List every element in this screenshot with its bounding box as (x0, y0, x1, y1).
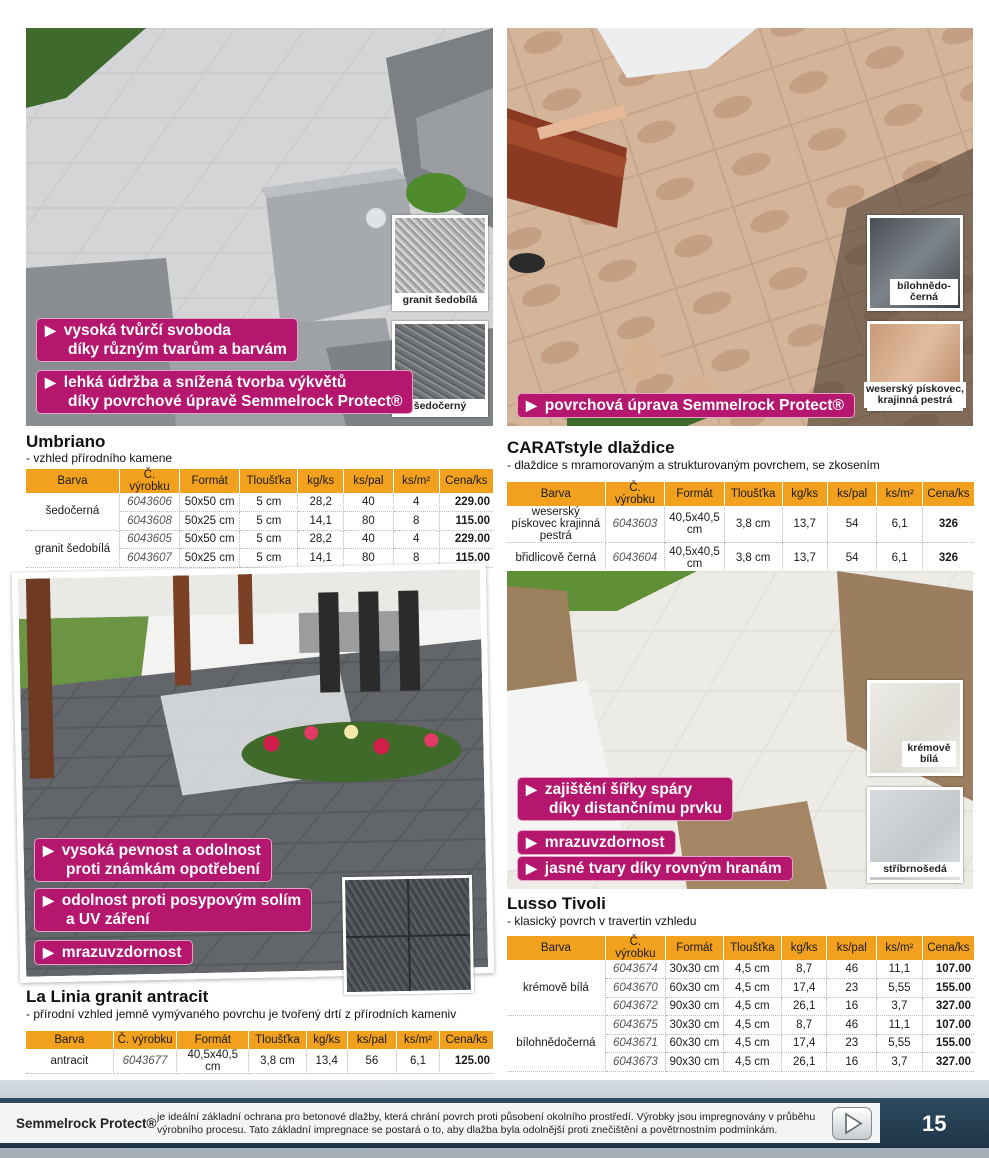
col-cislo: Č. výrobku (605, 482, 665, 506)
kspal-cell: 46 (827, 1016, 877, 1035)
product-code: 6043605 (119, 530, 179, 549)
lusso-title: Lusso Tivoli (507, 894, 606, 913)
bullet-text-line2: díky povrchové úpravě Semmelrock Protect® (68, 393, 403, 410)
linia-bullet-2 (34, 888, 312, 932)
format-cell: 90x30 cm (665, 1053, 723, 1072)
swatch-kremove-bila (867, 680, 963, 776)
table-row (26, 530, 493, 549)
carat-bullet (517, 393, 855, 418)
format-cell: 50x25 cm (180, 549, 240, 568)
kspal-cell: 54 (827, 543, 877, 574)
format-cell: 50x50 cm (180, 493, 240, 512)
lusso-bullet-3 (517, 856, 793, 881)
col-barva: Barva (26, 1031, 113, 1049)
kspal-cell: 56 (347, 1049, 396, 1074)
page-number: 15 (922, 1111, 947, 1136)
price-cell: 327.00 (922, 997, 974, 1016)
ksm2-cell: 3,7 (877, 997, 923, 1016)
swatch-granit-sedobila (392, 215, 488, 311)
kgks-cell: 26,1 (781, 997, 827, 1016)
price-cell: 125.00 (440, 1049, 493, 1074)
arrow-right-icon: ▶ (45, 322, 56, 338)
col-barva: Barva (26, 469, 119, 493)
color-cell: weserský pískovec krajinná pestrá (507, 506, 605, 543)
ksm2-cell: 5,55 (877, 1034, 923, 1053)
next-page-button[interactable] (832, 1107, 872, 1140)
kgks-cell: 26,1 (781, 1053, 827, 1072)
kspal-cell: 23 (827, 979, 877, 998)
bullet-text: odolnost proti posypovým solím (61, 892, 302, 909)
bullet-text: vysoká pevnost a odolnost (61, 842, 261, 859)
kgks-cell: 28,2 (298, 530, 344, 549)
thickness-cell: 3,8 cm (724, 543, 782, 574)
linia-bullet-3 (34, 940, 193, 965)
col-cena: Cena/ks (440, 1031, 493, 1049)
table-row (507, 1016, 974, 1035)
table-row (26, 493, 493, 512)
kspal-cell: 46 (827, 960, 877, 979)
arrow-right-icon: ▶ (526, 834, 537, 850)
thickness-cell: 4,5 cm (723, 997, 781, 1016)
col-format: Formát (180, 469, 240, 493)
col-cislo: Č. výrobku (113, 1031, 177, 1049)
price-cell: 115.00 (439, 512, 493, 531)
kspal-cell: 23 (827, 1034, 877, 1053)
format-cell: 50x50 cm (180, 530, 240, 549)
price-cell: 107.00 (922, 1016, 974, 1035)
price-cell: 326 (922, 543, 974, 574)
price-cell: 229.00 (439, 493, 493, 512)
col-kgks: kg/ks (306, 1031, 347, 1049)
ksm2-cell: 11,1 (877, 960, 923, 979)
arrow-right-icon: ▶ (43, 842, 54, 858)
product-code: 6043671 (605, 1034, 665, 1053)
product-code: 6043672 (605, 997, 665, 1016)
swatch-bilohnedo-cerna (867, 215, 963, 311)
kgks-cell: 17,4 (781, 979, 827, 998)
format-cell: 40,5x40,5 cm (177, 1049, 249, 1074)
format-cell: 90x30 cm (665, 997, 723, 1016)
col-kgks: kg/ks (782, 482, 827, 506)
lusso-bullet-1 (517, 777, 733, 821)
product-code: 6043673 (605, 1053, 665, 1072)
ksm2-cell: 6,1 (396, 1049, 439, 1074)
product-code: 6043608 (119, 512, 179, 531)
format-cell: 60x30 cm (665, 1034, 723, 1053)
col-cena: Cena/ks (922, 482, 974, 506)
thickness-cell: 5 cm (240, 493, 298, 512)
col-ksm2: ks/m² (877, 936, 923, 960)
ksm2-cell: 5,55 (877, 979, 923, 998)
price-cell: 326 (922, 506, 974, 543)
col-tloustka: Tloušťka (240, 469, 298, 493)
bullet-text-line2: proti známkám opotřebení (66, 861, 260, 878)
kgks-cell: 13,7 (782, 543, 827, 574)
color-cell: antracit (26, 1049, 113, 1074)
kspal-cell: 16 (827, 1053, 877, 1072)
col-kspal: ks/pal (827, 482, 877, 506)
linia-subtitle: - přírodní vzhled jemně vymývaného povrchu je tvořený drtí z přírodních kameniv (26, 1007, 457, 1021)
lusso-table (507, 936, 974, 1072)
col-kspal: ks/pal (827, 936, 877, 960)
swatch-stribrnoseda (867, 787, 963, 883)
kspal-cell: 40 (344, 530, 394, 549)
table-header-row (26, 469, 493, 493)
product-code: 6043607 (119, 549, 179, 568)
col-ksm2: ks/m² (396, 1031, 439, 1049)
col-cena: Cena/ks (439, 469, 493, 493)
kgks-cell: 28,2 (298, 493, 344, 512)
format-cell: 40,5x40,5 cm (665, 543, 724, 574)
price-cell: 155.00 (922, 1034, 974, 1053)
col-format: Formát (177, 1031, 249, 1049)
bullet-text: jasné tvary díky rovným hranám (544, 860, 782, 877)
ksm2-cell: 4 (393, 493, 439, 512)
bullet-text: mrazuvzdornost (544, 834, 665, 851)
kspal-cell: 80 (344, 549, 394, 568)
kspal-cell: 16 (827, 997, 877, 1016)
col-format: Formát (665, 482, 724, 506)
linia-bullet-1 (34, 838, 272, 882)
bullet-text: mrazuvzdornost (61, 944, 182, 961)
product-code: 6043604 (605, 543, 665, 574)
price-cell: 327.00 (922, 1053, 974, 1072)
umbriano-bullet-2 (36, 370, 413, 414)
umbriano-bullet-1 (36, 318, 298, 362)
price-cell: 155.00 (922, 979, 974, 998)
carat-table (507, 482, 974, 574)
price-cell: 107.00 (922, 960, 974, 979)
product-code: 6043670 (605, 979, 665, 998)
kgks-cell: 17,4 (781, 1034, 827, 1053)
col-ksm2: ks/m² (877, 482, 922, 506)
umbriano-title: Umbriano (26, 432, 106, 451)
swatch-antracit (342, 875, 474, 995)
kspal-cell: 54 (827, 506, 877, 543)
thickness-cell: 4,5 cm (723, 1053, 781, 1072)
kgks-cell: 14,1 (298, 549, 344, 568)
umbriano-subtitle: - vzhled přírodního kamene (26, 451, 173, 465)
ksm2-cell: 3,7 (877, 1053, 923, 1072)
format-cell: 30x30 cm (665, 1016, 723, 1035)
col-tloustka: Tloušťka (249, 1031, 306, 1049)
arrow-right-icon: ▶ (526, 397, 537, 413)
col-kgks: kg/ks (298, 469, 344, 493)
kgks-cell: 8,7 (781, 960, 827, 979)
col-kspal: ks/pal (344, 469, 394, 493)
lusso-subtitle: - klasický povrch v travertin vzhledu (507, 914, 697, 928)
ksm2-cell: 8 (393, 549, 439, 568)
color-cell: šedočerná (26, 493, 119, 530)
swatch-label: bílohnědo-černá (890, 279, 958, 305)
arrow-right-icon: ▶ (526, 860, 537, 876)
bullet-text: lehká údržba a snížená tvorba výkvětů (63, 374, 347, 391)
thickness-cell: 4,5 cm (723, 1016, 781, 1035)
table-row (26, 1049, 493, 1074)
product-code: 6043677 (113, 1049, 177, 1074)
thickness-cell: 4,5 cm (723, 960, 781, 979)
swatch-label: stříbrnošedá (870, 862, 960, 877)
linia-title: La Linia granit antracit (26, 987, 209, 1006)
product-code: 6043675 (605, 1016, 665, 1035)
col-kgks: kg/ks (781, 936, 827, 960)
bullet-text: zajištění šířky spáry (544, 781, 693, 798)
format-cell: 40,5x40,5 cm (665, 506, 724, 543)
table-row (507, 543, 974, 574)
arrow-right-icon: ▶ (45, 374, 56, 390)
ksm2-cell: 11,1 (877, 1016, 923, 1035)
kgks-cell: 13,4 (306, 1049, 347, 1074)
kspal-cell: 40 (344, 493, 394, 512)
ksm2-cell: 4 (393, 530, 439, 549)
bullet-text: vysoká tvůrčí svoboda (63, 322, 231, 339)
product-code: 6043606 (119, 493, 179, 512)
col-cena: Cena/ks (922, 936, 974, 960)
kgks-cell: 13,7 (782, 506, 827, 543)
format-cell: 50x25 cm (180, 512, 240, 531)
lusso-bullet-2 (517, 830, 676, 855)
carat-title: CARATstyle dlaždice (507, 438, 675, 457)
col-kspal: ks/pal (347, 1031, 396, 1049)
bullet-text: povrchová úprava Semmelrock Protect® (544, 397, 844, 414)
bullet-text-line2: a UV záření (66, 911, 150, 928)
thickness-cell: 4,5 cm (723, 1034, 781, 1053)
swatch-label: granit šedobílá (395, 293, 485, 308)
col-cislo: Č. výrobku (605, 936, 665, 960)
carat-subtitle: - dlaždice s mramorovaným a strukturovaným povrchem, se zkosením (507, 458, 880, 472)
thickness-cell: 4,5 cm (723, 979, 781, 998)
linia-table (26, 1031, 493, 1074)
bullet-text-line2: díky různým tvarům a barvám (68, 341, 287, 358)
thickness-cell: 5 cm (240, 549, 298, 568)
table-row (507, 506, 974, 543)
kspal-cell: 80 (344, 512, 394, 531)
arrow-right-icon: ▶ (43, 892, 54, 908)
table-header-row (507, 936, 974, 960)
footer-brand: Semmelrock Protect® (16, 1116, 157, 1131)
product-code: 6043603 (605, 506, 665, 543)
bullet-text-line2: díky distančnímu prvku (549, 800, 723, 817)
col-format: Formát (665, 936, 723, 960)
arrow-right-icon: ▶ (43, 944, 54, 960)
color-cell: bílohnědočerná (507, 1016, 605, 1072)
product-code: 6043674 (605, 960, 665, 979)
thickness-cell: 5 cm (240, 512, 298, 531)
color-cell: břidlicově černá (507, 543, 605, 574)
ksm2-cell: 8 (393, 512, 439, 531)
thickness-cell: 5 cm (240, 530, 298, 549)
col-ksm2: ks/m² (393, 469, 439, 493)
umbriano-table (26, 469, 493, 568)
ksm2-cell: 6,1 (877, 543, 922, 574)
footer-text: je ideální základní ochrana pro betonové dlažby, která chrání povrch proti působení okolního prostředí. Výrobky jsou impregnovány v průběhu výrobního procesu. Tato základní impregnace se postará o to, aby dlažba byla odolnější proti znečištění a povětrnostním podmínkám. (157, 1111, 816, 1136)
color-cell: granit šedobílá (26, 530, 119, 567)
price-cell: 229.00 (439, 530, 493, 549)
kgks-cell: 14,1 (298, 512, 344, 531)
price-cell: 115.00 (439, 549, 493, 568)
col-cislo: Č. výrobku (119, 469, 179, 493)
swatch-weserky-piskovec (867, 321, 963, 411)
swatch-label: šedočerný (395, 399, 485, 414)
thickness-cell: 3,8 cm (249, 1049, 306, 1074)
format-cell: 30x30 cm (665, 960, 723, 979)
color-cell: krémově bílá (507, 960, 605, 1016)
table-row (507, 960, 974, 979)
kgks-cell: 8,7 (781, 1016, 827, 1035)
arrow-right-icon: ▶ (526, 781, 537, 797)
swatch-label: krémově bílá (902, 741, 956, 767)
format-cell: 60x30 cm (665, 979, 723, 998)
table-header-row (507, 482, 974, 506)
col-tloustka: Tloušťka (723, 936, 781, 960)
thickness-cell: 3,8 cm (724, 506, 782, 543)
ksm2-cell: 6,1 (877, 506, 922, 543)
col-tloustka: Tloušťka (724, 482, 782, 506)
swatch-label: weserský pískovec, krajinná pestrá (865, 383, 965, 406)
play-arrow-icon (833, 1108, 871, 1139)
table-header-row (26, 1031, 493, 1049)
col-barva: Barva (507, 482, 605, 506)
col-barva: Barva (507, 936, 605, 960)
